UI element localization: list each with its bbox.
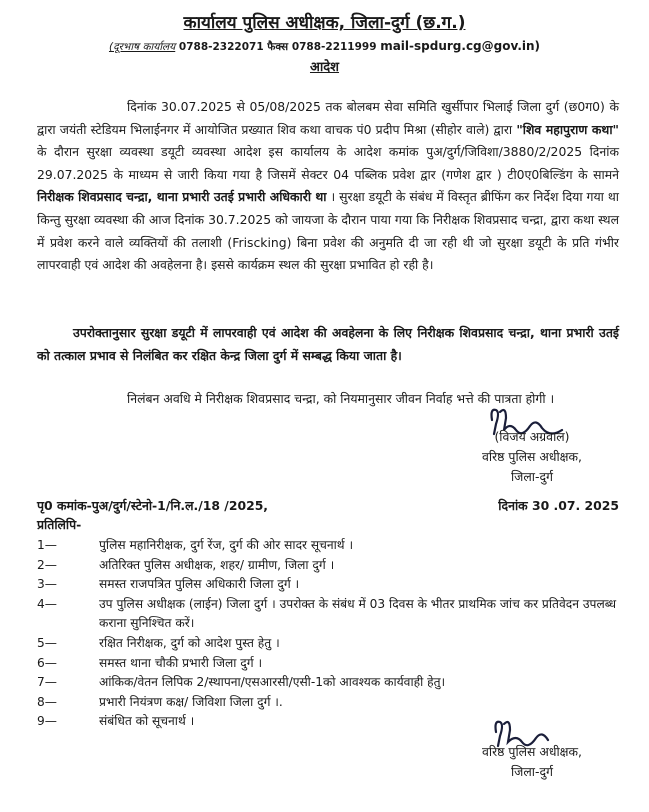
para1-officer-name: निरीक्षक शिवप्रसाद चन्द्रा, थाना प्रभारी उतई प्रभारी अधिकारी था — [37, 189, 327, 205]
phone-label: (दूरभाष कार्यालय — [108, 41, 176, 53]
item-text: प्रभारी नियंत्रण कक्ष/ जिविशा जिला दुर्ग ।. — [99, 694, 283, 709]
list-item — [37, 654, 619, 674]
list-item — [37, 536, 619, 556]
fax-number: 0788-2211999 — [291, 41, 377, 53]
signatory-name: (विजय अग्रवाल) — [494, 429, 570, 444]
para1-part-a: दिनांक 30.07.2025 से 05/08/2025 तक बोलबम सेवा समिति खुर्सीपार भिलाई जिला दुर्ग (छ0ग0) के द्वारा जयंती स्टेडियम भिलाईनगर में आयोजित प्रख्यात शिव कथा वाचक पं0 प्रदीप मिश्रा (सीहोर वाले) द्वारा — [37, 99, 619, 137]
mail-label: mail- — [380, 39, 415, 53]
item-number: 9— — [37, 714, 57, 729]
item-number: 8— — [37, 694, 57, 709]
item-number: 6— — [37, 655, 57, 670]
item-text: संबंधित को सूचनार्थ । — [99, 714, 195, 729]
item-text: समस्त राजपत्रित पुलिस अधिकारी जिला दुर्ग । — [99, 577, 300, 592]
mail-address: spdurg.cg@gov.in) — [414, 39, 541, 53]
item-text: रक्षित निरीक्षक, दुर्ग को आदेश पुस्त हेतु । — [99, 635, 280, 650]
item-number: 1— — [37, 538, 57, 552]
signature-block-2 — [432, 742, 632, 782]
item-text: अतिरिक्त पुलिस अधीक्षक, शहर/ ग्रामीण, जिला दुर्ग । — [99, 557, 335, 572]
order-heading: आदेश — [309, 60, 340, 75]
fax-label: फैक्स — [267, 41, 289, 53]
list-item — [37, 556, 619, 576]
office-title: कार्यालय पुलिस अधीक्षक, जिला-दुर्ग (छ.ग.) — [183, 13, 466, 33]
para1-part-e: । सुरक्षा डयूटी के संबंध में विस्तृत ब्रीफिंग कर निर्देश दिया गया था किन्तु सुरक्षा व्यवस्था की आज दिनांक 30.7.2025 को जायजा के दौरान पाया गया कि निरीक्षक शिवप्रसाद चन्द्रा, द्वारा कथा स्थल में प्रवेश करने वाले व्यक्तियों की तलाशी (Friscking) बिना प्रवेश की अनुमति दी जा रही थी जो सुरक्षा डयूटी के प्रति गंभीर लापरवाही एवं आदेश की अवहेलना है। इससे कार्यक्रम स्थल की सुरक्षा प्रभावित हो रही है। — [37, 189, 619, 273]
para1-katha-name: "शिव महापुराण कथा" — [516, 121, 619, 137]
paragraph-2-suspension: उपरोक्तानुसार सुरक्षा डयूटी में लापरवाही एवं आदेश की अवहेलना के लिए निरीक्षक शिवप्रसाद चन्द्रा, थाना प्रभारी उतई को तत्काल प्रभाव से निलंबित कर रक्षित केन्द्र जिला दुर्ग में सम्बद्ध किया जाता है। — [37, 325, 619, 363]
list-item — [37, 693, 619, 713]
list-item — [37, 595, 619, 634]
paragraph-1 — [37, 96, 619, 277]
list-item — [37, 673, 619, 693]
item-number: 4— — [37, 596, 57, 611]
phone-number: 0788-2322071 — [178, 41, 264, 53]
signature-block-1 — [432, 427, 632, 487]
item-number: 2— — [37, 557, 57, 572]
item-text: पुलिस महानिरीक्षक, दुर्ग रेंज, दुर्ग की ओर सादर सूचनार्थ । — [99, 538, 354, 552]
paragraph-3-allowance: निलंबन अवधि मे निरीक्षक शिवप्रसाद चन्द्रा, को नियमानुसार जीवन निर्वाह भत्ते की पात्रता होगी । — [127, 391, 555, 406]
item-text: उप पुलिस अधीक्षक (लाईन) जिला दुर्ग । उपरोक्त के संबंध में 03 दिवस के भीतर प्राथमिक जांच कर प्रतिवेदन उपलब्ध कराना सुनिश्चित करें। — [99, 596, 617, 631]
copy-heading: प्रतिलिपि- — [37, 517, 82, 532]
item-text: समस्त थाना चौकी प्रभारी जिला दुर्ग । — [99, 655, 263, 670]
para1-part-c: के दौरान सुरक्षा व्यवस्था डयूटी व्यवस्था आदेश इस कार्यालय के आदेश कमांक पुअ/दुर्ग/जिविशा/3880/2/2025 दिनांक 29.07.2025 के माध्यम से जारी किया गया है जिसमें सेक्टर 04 पब्लिक प्रवेश द्वार (गणेश द्वार ) टी0ए0बिल्डिंग के सामने — [37, 144, 619, 182]
list-item — [37, 575, 619, 595]
signatory-district: जिला-दुर्ग — [510, 764, 554, 779]
contact-line — [0, 39, 649, 54]
copy-list — [37, 536, 619, 732]
item-number: 5— — [37, 635, 57, 650]
item-number: 3— — [37, 577, 57, 592]
reference-date: दिनांक 30 .07. 2025 — [498, 498, 619, 513]
signatory-designation: वरिष्ठ पुलिस अधीक्षक, — [482, 744, 582, 759]
item-number: 7— — [37, 675, 57, 690]
signatory-district: जिला-दुर्ग — [510, 469, 554, 484]
item-text: आंकिक/वेतन लिपिक 2/स्थापना/एसआरसी/एसी-1को आवश्यक कार्यवाही हेतु। — [99, 675, 446, 690]
reference-number: पृ0 कमांक-पुअ/दुर्ग/स्टेनो-1/नि.ल./18 /2025, — [37, 498, 269, 513]
signatory-designation: वरिष्ठ पुलिस अधीक्षक, — [482, 449, 582, 464]
list-item — [37, 634, 619, 654]
